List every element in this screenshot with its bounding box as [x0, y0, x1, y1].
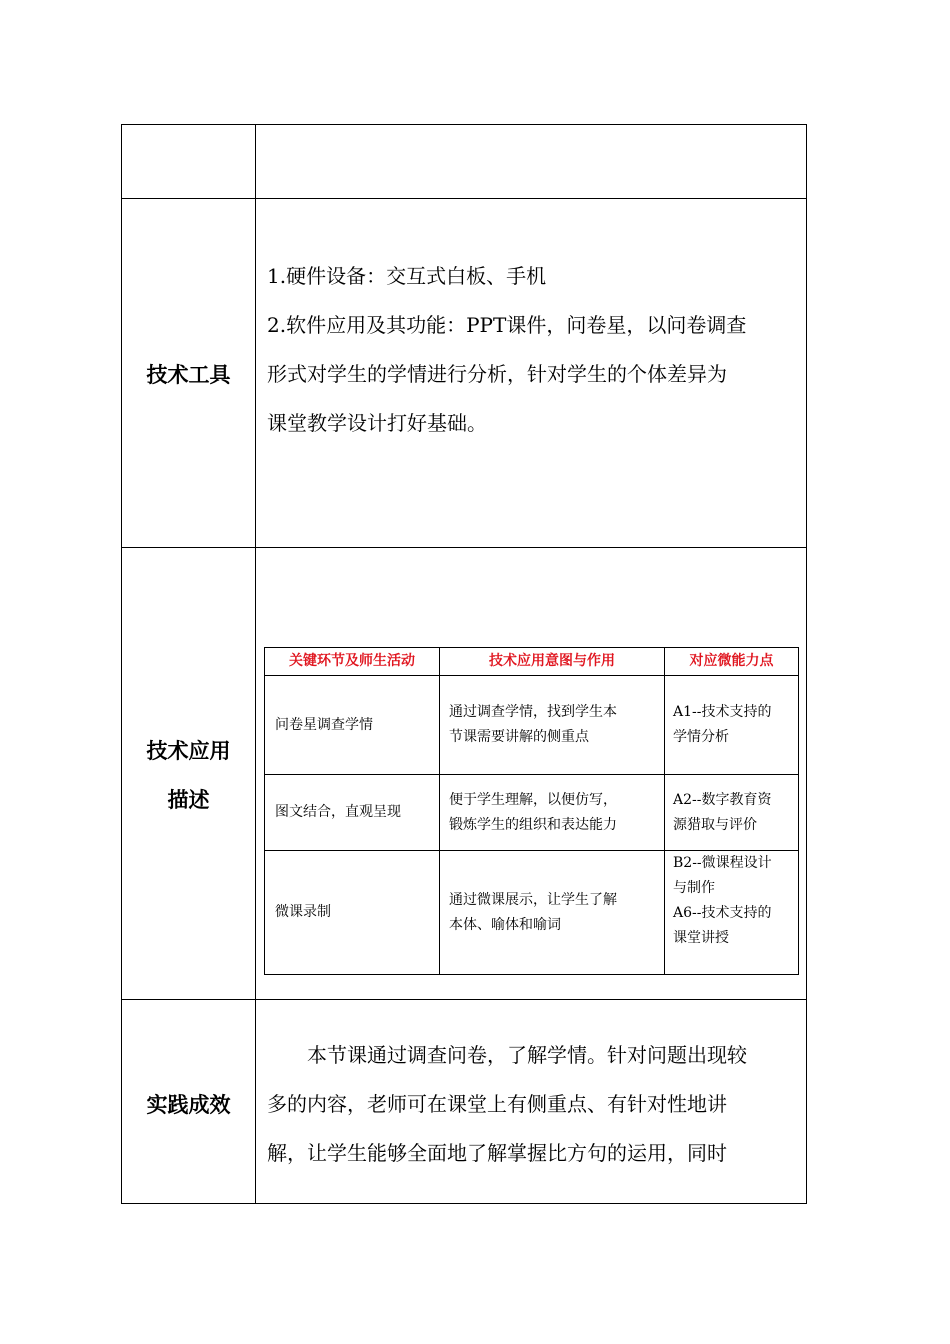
- table-row-ability: B2--微课程设计 与制作 A6--技术支持的 课堂讲授: [673, 855, 772, 946]
- tech-tools-line: 形式对学生的学情进行分析，针对学生的个体差异为: [267, 362, 727, 386]
- practice-effect-line: 多的内容，老师可在课堂上有侧重点、有针对性地讲: [267, 1092, 727, 1116]
- document-table: [121, 124, 807, 1204]
- table-row-ability: A1--技术支持的 学情分析: [673, 704, 772, 745]
- inner-column-divider: [664, 648, 665, 974]
- practice-effect-content: [267, 1031, 799, 1178]
- table-row-ability: A2--数字教育资 源猎取与评价: [673, 791, 772, 833]
- tech-tools-line: 1.硬件设备：交互式白板、手机: [267, 264, 547, 288]
- tech-tools-line: 课堂教学设计打好基础。: [267, 411, 487, 435]
- table-row-purpose: 通过调查学情，找到学生本 节课需要讲解的侧重点: [449, 704, 617, 745]
- practice-effect-line: 本节课通过调查问卷，了解学情。针对问题出现较: [307, 1043, 747, 1067]
- header-ability: 对应微能力点: [689, 653, 774, 669]
- tech-tools-label: 技术工具: [146, 363, 231, 387]
- header-purpose: 技术应用意图与作用: [489, 653, 615, 669]
- inner-column-divider: [439, 648, 440, 974]
- table-row-purpose: 便于学生理解，以便仿写， 锻炼学生的组织和表达能力: [449, 791, 617, 833]
- practice-effect-label: 实践成效: [146, 1093, 231, 1117]
- ability-table: [264, 647, 799, 975]
- table-row-activity: 问卷星调查学情: [275, 716, 373, 733]
- tech-application-label: [122, 727, 255, 825]
- tech-application-label-line1: 技术应用: [146, 739, 231, 763]
- tech-tools-content: [267, 252, 799, 448]
- row-divider: [122, 547, 806, 548]
- tech-application-label-line2: 描述: [167, 788, 210, 812]
- practice-effect-line: 解，让学生能够全面地了解掌握比方句的运用，同时: [267, 1141, 727, 1165]
- table-row-activity: 图文结合，直观呈现: [275, 804, 401, 820]
- tech-tools-line: 2.软件应用及其功能：PPT课件，问卷星，以问卷调查: [267, 313, 747, 337]
- column-divider: [255, 125, 256, 1203]
- row-divider: [122, 999, 806, 1000]
- header-activity: 关键环节及师生活动: [289, 653, 415, 669]
- table-row-purpose: 通过微课展示，让学生了解 本体、喻体和喻词: [449, 891, 617, 933]
- row-divider: [122, 198, 806, 199]
- table-row-activity: 微课录制: [275, 904, 331, 920]
